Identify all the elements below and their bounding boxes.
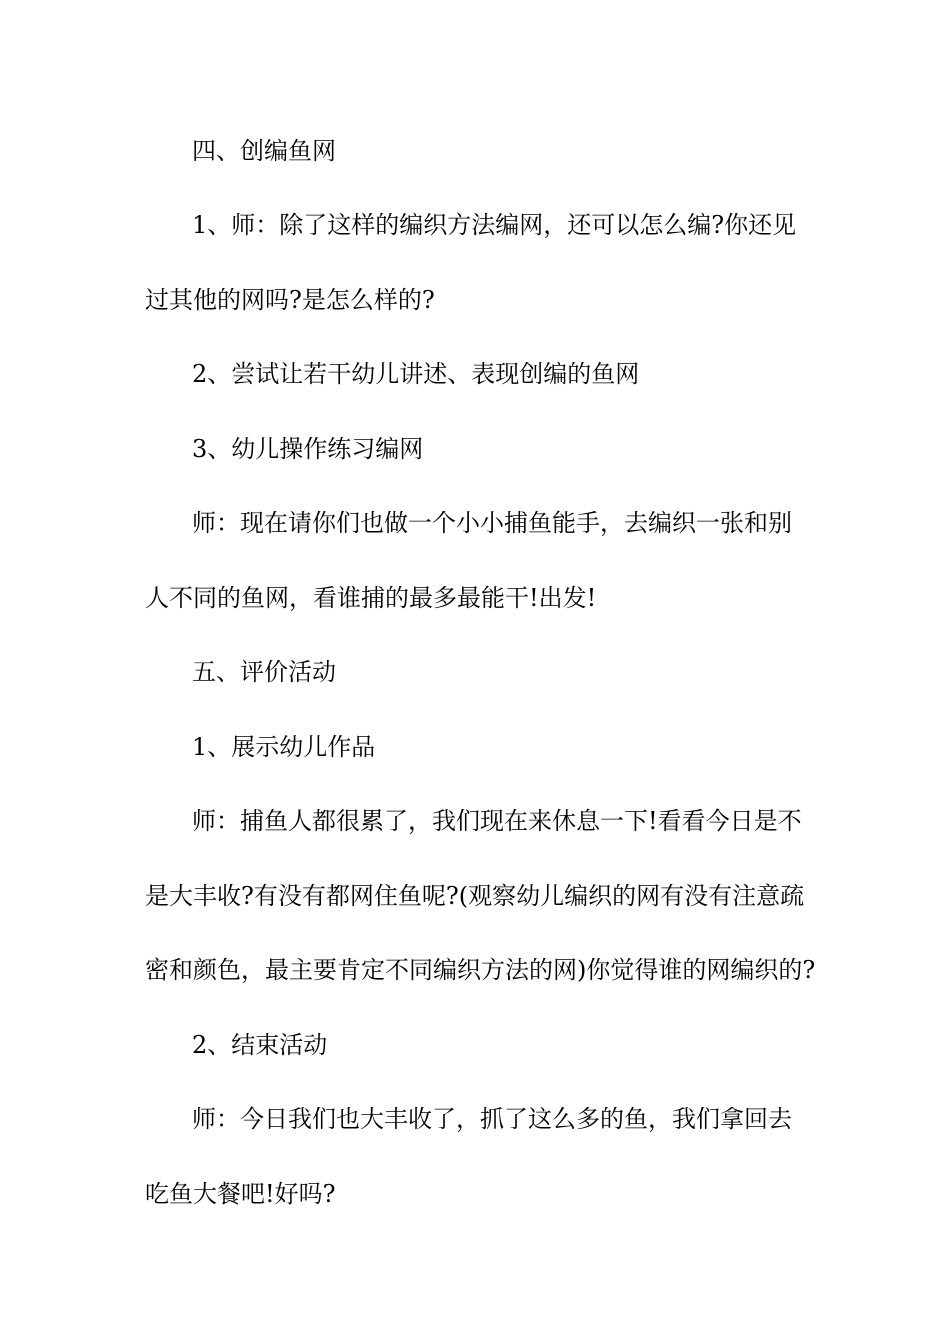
paragraph-line: 2、结束活动 xyxy=(192,1031,328,1059)
paragraph-line: 吃鱼大餐吧!好吗? xyxy=(145,1180,336,1208)
paragraph-line: 2、尝试让若干幼儿讲述、表现创编的鱼网 xyxy=(192,360,640,388)
paragraph-line: 1、展示幼儿作品 xyxy=(192,733,376,761)
paragraph-line: 师：现在请你们也做一个小小捕鱼能手，去编织一张和别 xyxy=(192,509,792,537)
paragraph-line: 1、师：除了这样的编织方法编网，还可以怎么编?你还见 xyxy=(192,211,797,239)
paragraph-line: 是大丰收?有没有都网住鱼呢?(观察幼儿编织的网有没有注意疏 xyxy=(145,882,805,910)
paragraph-line: 人不同的鱼网，看谁捕的最多最能干!出发! xyxy=(145,584,597,612)
paragraph-line: 师：捕鱼人都很累了，我们现在来休息一下!看看今日是不 xyxy=(192,807,802,835)
heading-create-net: 四、创编鱼网 xyxy=(192,137,336,165)
paragraph-line: 过其他的网吗?是怎么样的? xyxy=(145,286,435,314)
heading-evaluate-activity: 五、评价活动 xyxy=(192,658,336,686)
paragraph-line: 师：今日我们也大丰收了，抓了这么多的鱼，我们拿回去 xyxy=(192,1105,792,1133)
paragraph-line: 密和颜色，最主要肯定不同编织方法的网)你觉得谁的网编织的? xyxy=(145,956,816,984)
paragraph-line: 3、幼儿操作练习编网 xyxy=(192,435,424,463)
